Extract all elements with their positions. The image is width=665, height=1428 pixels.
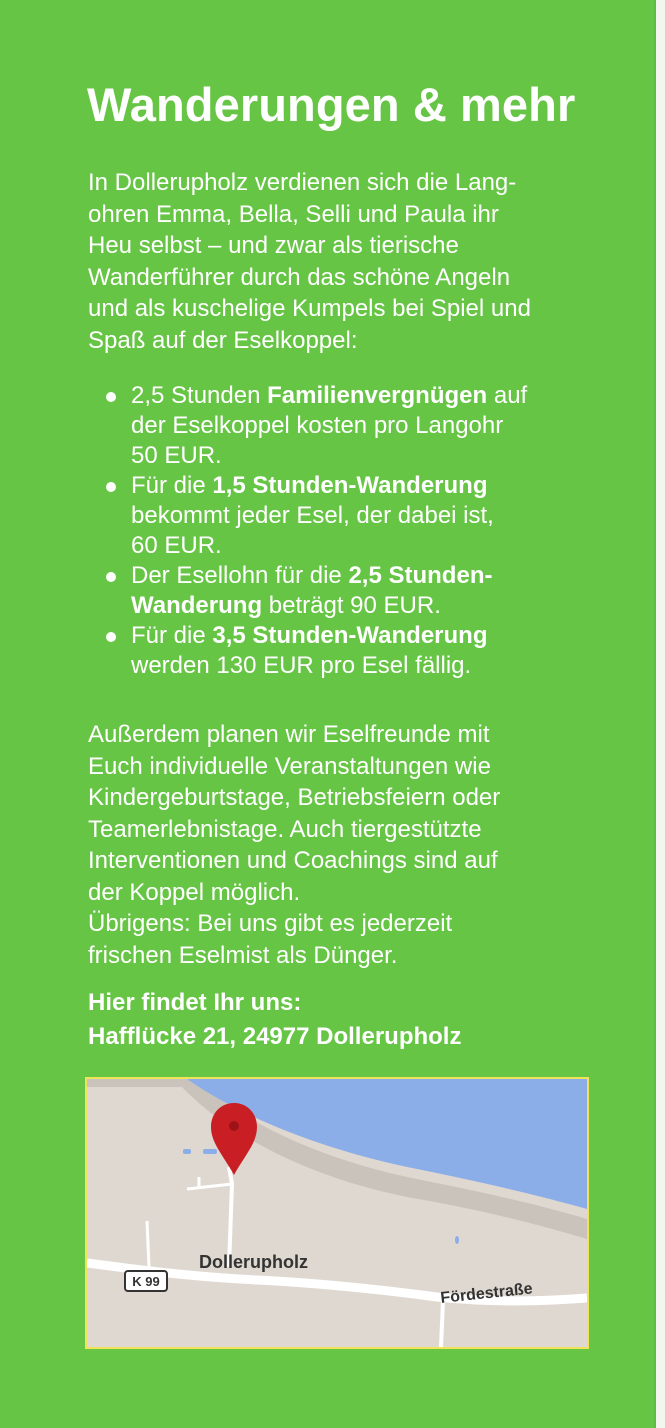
intro-paragraph <box>88 167 623 356</box>
address-heading: Hier findet Ihr uns: <box>88 989 302 1016</box>
map-road <box>441 1301 443 1347</box>
events-line: Übrigens: Bei uns gibt es jederzeit <box>88 910 453 937</box>
offer-line <box>131 621 605 651</box>
offer-price: 50 EUR. <box>131 442 222 469</box>
offer-highlight: 1,5 Stunden-Wanderung <box>212 472 488 499</box>
map-road <box>147 1221 149 1267</box>
offer-line: werden 130 EUR pro Esel fällig. <box>131 652 472 679</box>
events-paragraph <box>88 719 628 971</box>
map-street-label: Fördestraße <box>439 1280 534 1307</box>
events-line: Euch individuelle Veranstaltungen wie <box>88 752 491 780</box>
offer-text: 2,5 Stunden <box>131 382 268 409</box>
offer-highlight: Familienvergnügen <box>267 382 488 409</box>
map-pond <box>203 1149 217 1154</box>
offer-highlight: Wanderung <box>131 592 263 619</box>
events-line: frischen Eselmist als Dünger. <box>88 941 398 969</box>
offer-line: bekommt jeder Esel, der dabei ist, <box>131 502 494 529</box>
offer-item-2-5-hours <box>105 561 605 621</box>
map-graphic <box>87 1079 587 1347</box>
offer-text: Für die <box>131 472 213 499</box>
offer-highlight: 2,5 Stunden- <box>348 562 493 589</box>
offer-line: der Eselkoppel kosten pro Langohr <box>131 412 504 439</box>
events-line: Kindergeburtstage, Betriebsfeiern oder <box>88 784 501 811</box>
intro-line: Heu selbst – und zwar als tierische <box>88 232 459 259</box>
road-badge-label: K 99 <box>132 1274 160 1289</box>
intro-line: Spaß auf der Eselkoppel: <box>88 326 358 354</box>
intro-line: ohren Emma, Bella, Selli und Paula ihr <box>88 200 499 228</box>
map-place-label: Dollerupholz <box>199 1252 308 1272</box>
events-line: der Koppel möglich. <box>88 878 301 906</box>
offer-line <box>131 381 605 411</box>
offer-text: auf <box>487 382 528 409</box>
intro-line: und als kuschelige Kumpels bei Spiel und <box>88 295 531 322</box>
page-title: Wanderungen & mehr <box>87 78 576 131</box>
offer-item-family-fun <box>105 381 605 471</box>
offer-line <box>131 471 605 501</box>
intro-line: Wanderführer durch das schöne Angeln <box>88 263 511 291</box>
map-pond <box>455 1236 459 1244</box>
offer-item-3-5-hours <box>105 621 605 681</box>
offer-text: beträgt 90 EUR. <box>262 592 441 619</box>
offer-item-1-5-hours <box>105 471 605 561</box>
location-map[interactable] <box>85 1077 589 1349</box>
events-line: Interventionen und Coachings sind auf <box>88 847 498 874</box>
map-pond <box>183 1149 191 1154</box>
offer-text: Für die <box>131 622 213 649</box>
intro-line: In Dollerupholz verdienen sich die Lang- <box>88 169 517 196</box>
address-block <box>88 986 628 1054</box>
offer-price: 60 EUR. <box>131 532 222 559</box>
events-line: Teamerlebnistage. Auch tiergestützte <box>88 815 482 843</box>
address-line: Hafflücke 21, 24977 Dollerupholz <box>88 1023 462 1050</box>
events-line: Außerdem planen wir Eselfreunde mit <box>88 721 490 748</box>
offer-highlight: 3,5 Stunden-Wanderung <box>212 622 488 649</box>
offer-text: Der Esellohn für die <box>131 562 349 589</box>
offer-line <box>131 591 605 621</box>
offer-list <box>105 381 605 681</box>
offer-line <box>131 561 605 591</box>
